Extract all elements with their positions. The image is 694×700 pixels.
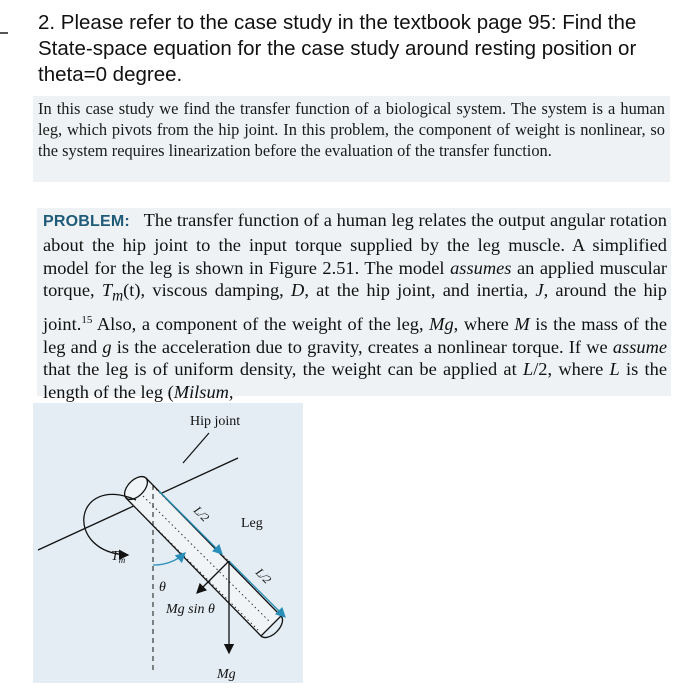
upper-half-length-label: L/2 (190, 503, 213, 525)
problem-text: that the leg is of uniform density, the weight can be applied at (43, 359, 523, 380)
mg-sin-theta-label: Mg sin θ (166, 602, 215, 617)
leg-model-figure (33, 403, 303, 683)
problem-text: The transfer function of a human leg relates the output angular rotation about the hip joint to the input torque supplied by the leg muscle. A simplified model for the leg is shown in Figure 2.51. The model (43, 210, 667, 278)
problem-text: an applied muscular torque, (43, 257, 667, 301)
damping-symbol: D (291, 280, 305, 301)
torque-argument: (t) (123, 280, 141, 301)
emphasis-assume: assume (612, 336, 668, 357)
hip-joint-leader (183, 433, 209, 463)
lower-half-length-label: L/2 (252, 565, 275, 587)
leg-diagram (33, 403, 303, 683)
problem-text: /2, where (533, 359, 610, 380)
gravity-symbol: g (102, 336, 112, 357)
citation: Milsum, (173, 382, 234, 403)
weight-symbol: Mg (429, 313, 454, 334)
footnote-marker: 15 (81, 313, 93, 326)
question-text: 2. Please refer to the case study in the textbook page 95: Find the State-space equation for the case study around resting position or theta=0 degree. (38, 11, 637, 86)
hip-joint-label: Hip joint (190, 414, 241, 429)
case-study-intro: In this case study we find the transfer function of a biological system. The system is a human leg, which pivots from the hip joint. In this problem, the component of weight is nonlinear, so the system requires linearization before the evaluation of the transfer function. (33, 96, 670, 182)
torque-subscript: m (112, 288, 124, 306)
problem-statement (37, 208, 671, 403)
problem-text: is the mass of the leg and (43, 313, 667, 357)
margin-mark (0, 32, 8, 34)
torque-symbol: T (101, 280, 113, 301)
problem-label: PROBLEM: (43, 213, 130, 230)
problem-text: , around the hip joint. (43, 280, 667, 334)
emphasis-assumes: assumes (450, 257, 512, 278)
problem-text: Also, a component of the weight of the leg, (92, 313, 430, 334)
theta-label: θ (159, 580, 166, 595)
problem-text: is the length of the leg ( (43, 359, 668, 403)
problem-text: is the acceleration due to gravity, creates a nonlinear torque. If we (111, 336, 613, 357)
inertia-symbol: J (535, 280, 544, 301)
problem-text: , at the hip joint, and inertia, (304, 280, 536, 301)
length-symbol: L (609, 359, 620, 380)
mass-symbol: M (514, 313, 530, 334)
problem-text: , viscous damping, (140, 280, 292, 301)
leg-label: Leg (241, 516, 263, 531)
half-length-symbol: L (522, 359, 534, 380)
weight-label: Mg (217, 667, 236, 682)
torque-label: $T_m$ (111, 549, 126, 565)
theta-arc (153, 553, 185, 565)
problem-text: , where (453, 313, 515, 334)
